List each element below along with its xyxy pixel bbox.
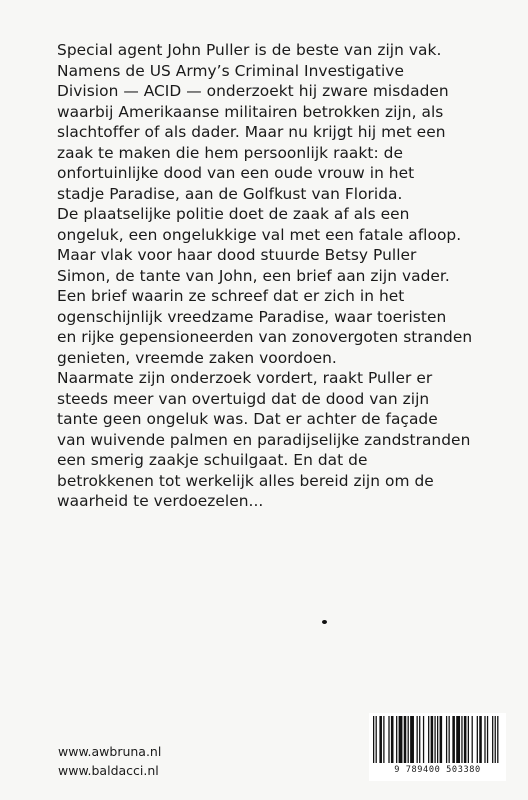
blurb-line: De plaatselijke politie doet de zaak af als een	[57, 205, 410, 223]
blurb-line: ogenschijnlijk vreedzame Paradise, waar toeristen	[57, 307, 447, 326]
publisher-websites	[58, 742, 161, 780]
blurb-line: genieten, vreemde zaken voordoen.	[57, 348, 337, 367]
blurb-line: Namens de US Army’s Criminal Investigative	[57, 61, 404, 80]
barcode-bars	[369, 713, 506, 765]
blurb-line: zaak te maken die hem persoonlijk raakt: de	[57, 143, 403, 162]
blurb-line: ongeluk, een ongelukkige val met een fatale afloop.	[57, 225, 462, 244]
blurb-line: stadje Paradise, aan de Golfkust van Florida.	[57, 184, 403, 203]
blurb-line: waarbij Amerikaanse militairen betrokken zijn, als	[57, 102, 444, 121]
blurb-line: tante geen ongeluk was. Dat er achter de façade	[57, 410, 438, 428]
blurb-line: steeds meer van overtuigd dat de dood van zijn	[57, 389, 430, 408]
blurb-line: Maar vlak voor haar dood stuurde Betsy Puller	[57, 246, 417, 264]
blurb-line: betrokkenen tot werkelijk alles bereid zijn om de	[57, 471, 434, 490]
blurb-text	[57, 40, 519, 512]
blurb-line: van wuivende palmen en paradijselijke zandstranden	[57, 430, 471, 449]
separator-dot	[322, 620, 327, 624]
website-link-baldacci[interactable]: www.baldacci.nl	[58, 763, 159, 778]
blurb-line: Special agent John Puller is de beste van zijn vak.	[57, 41, 442, 59]
blurb-line: Naarmate zijn onderzoek vordert, raakt Puller er	[57, 369, 433, 387]
blurb-line: Een brief waarin ze schreef dat er zich in het	[57, 287, 405, 305]
blurb-line: en rijke gepensioneerden van zonovergoten stranden	[57, 328, 473, 346]
blurb-line: waarheid te verdoezelen...	[57, 492, 264, 510]
website-link-awbruna[interactable]: www.awbruna.nl	[58, 744, 162, 759]
isbn-number: 9 789400 503380	[394, 765, 481, 775]
isbn-barcode	[369, 713, 506, 781]
blurb-line: onfortuinlijke dood van een oude vrouw in het	[57, 164, 415, 182]
blurb-line: Simon, de tante van John, een brief aan zijn vader.	[57, 266, 450, 285]
blurb-line: een smerig zaakje schuilgaat. En dat de	[57, 451, 368, 469]
blurb-line: slachtoffer of als dader. Maar nu krijgt hij met een	[57, 123, 446, 141]
blurb-line: Division — ACID — onderzoekt hij zware misdaden	[57, 82, 449, 100]
